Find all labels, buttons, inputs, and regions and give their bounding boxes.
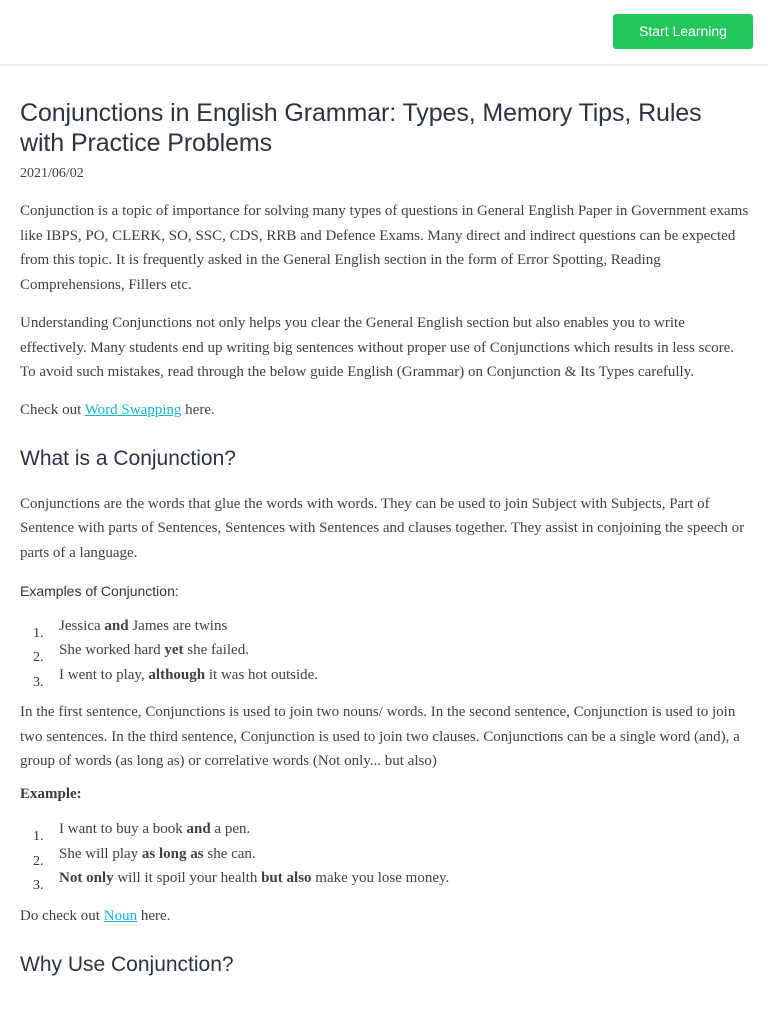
item-conjunction: Not only [59,870,114,887]
section-heading-what-is: What is a Conjunction? [20,446,236,470]
item-text: I went to play, [59,667,149,684]
start-learning-button[interactable]: Start Learning [613,14,753,49]
item-text: James are twins [128,617,228,634]
item-conjunction: and [186,820,211,837]
item-text: a pen. [210,820,251,837]
examples-heading: Examples of Conjunction: [20,582,179,599]
list-number: 1. [33,625,44,641]
item-text: she failed. [183,642,249,659]
item-text: make you lose money. [311,870,450,887]
intro-paragraph-1: Conjunction is a topic of importance for solving many types of questions in General English Paper in Government exams like IBPS, PO, CLERK, SO, SSC, CDS, RRB and Defence Exams. Many direct and indirect questions can be expected from this topic. It is frequently asked in the General English section in the form of Error Spotting, Reading Comprehensions, Fillers etc. [20,203,749,294]
list-item [20,866,752,894]
item-text: it was hot outside. [205,667,319,684]
section-heading-why-use: Why Use Conjunction? [20,952,234,976]
list-item [20,663,752,691]
item-text: Jessica [59,617,105,634]
list-item [20,638,752,666]
list-item [20,842,752,867]
item-text: will it spoil your health [113,870,262,887]
example-list [20,817,752,894]
check-out-line [20,398,752,423]
list-number: 3. [33,878,44,894]
word-swapping-link[interactable]: Word Swapping [84,401,182,418]
check-out-suffix: here. [181,401,215,418]
intro-paragraph-2: Understanding Conjunctions not only helps you clear the General English section but also enables you to write effectively. Many students end up writing big sentences without proper use of Conjunctions which results in less score. To avoid such mistakes, read through the below guide English (Grammar) on Conjunction & Its Types carefully. [20,314,735,381]
do-check-line [20,904,752,929]
list-number: 1. [33,828,44,844]
item-text: she can. [203,845,256,862]
item-conjunction: although [148,667,206,684]
article [20,98,752,978]
list-number: 2. [33,853,44,869]
example-label: Example: [20,785,82,802]
do-check-suffix: here. [137,908,171,925]
publish-date: 2021/06/02 [20,166,84,181]
item-text: She will play [59,845,142,862]
list-item [20,614,752,639]
check-out-prefix: Check out [20,401,85,418]
list-item [20,817,752,842]
list-number: 3. [33,675,44,691]
item-text: I want to buy a book [59,820,187,837]
examples-list [20,614,752,691]
list-number: 2. [33,650,44,666]
item-conjunction: but also [261,870,312,887]
item-conjunction: as long as [141,845,204,862]
item-conjunction: and [104,617,129,634]
noun-link[interactable]: Noun [103,908,138,925]
do-check-prefix: Do check out [20,908,104,925]
item-text: She worked hard [59,642,165,659]
top-bar [0,0,768,65]
explanation-paragraph: In the first sentence, Conjunctions is used to join two nouns/ words. In the second sentence, Conjunction is used to join two sentences. In the third sentence, Conjunction is used to join two clauses. Conjunctions can be a single word (and), a group of words (as long as) or correlative words (Not only... but also) [20,703,740,770]
item-conjunction: yet [164,642,184,659]
definition-paragraph: Conjunctions are the words that glue the words with words. They can be used to join Subject with Subjects, Part of Sentence with parts of Sentences, Sentences with Sentences and clauses together. They assist in conjoining the speech or parts of a language. [20,495,745,562]
article-title: Conjunctions in English Grammar: Types, Memory Tips, Rules with Practice Problems [20,99,702,157]
